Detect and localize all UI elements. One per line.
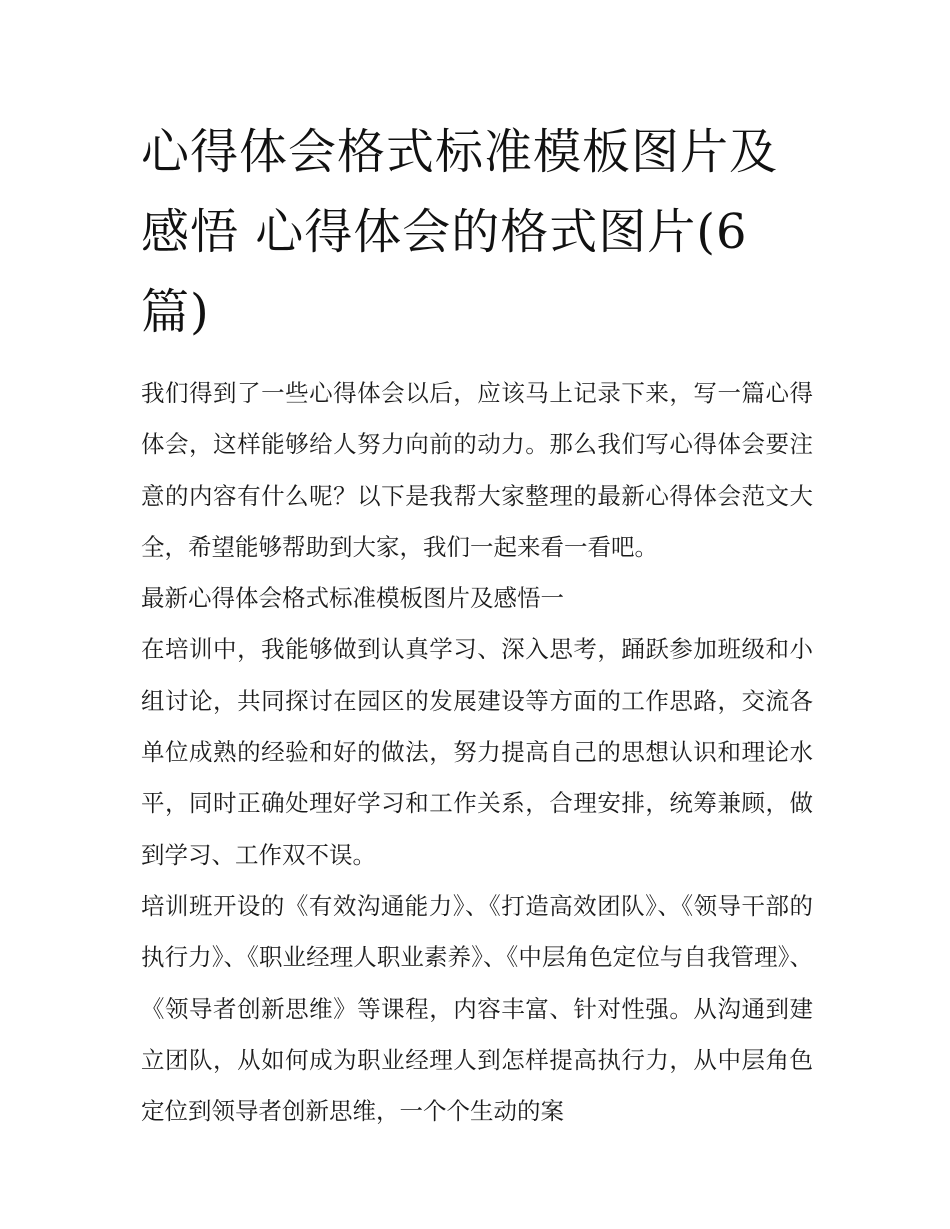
section-1-paragraph-2: 培训班开设的《有效沟通能力》、《打造高效团队》、《领导干部的执行力》、《职业经理人职业素养》、《中层角色定位与自我管理》、《领导者创新思维》等课程，内容丰富、针对性强。从沟通到建立团队，从如何成为职业经理人到怎样提高执行力，从中层角色定位到领导者创新思维，一个个生动的案: [141, 891, 813, 1126]
document-body: [141, 368, 813, 1137]
document-content: [141, 112, 813, 1137]
section-heading-1: 最新心得体会格式标准模板图片及感悟一: [141, 584, 564, 613]
section-1-paragraph-1: 在培训中，我能够做到认真学习、深入思考，踊跃参加班级和小组讨论，共同探讨在园区的发展建设等方面的工作思路，交流各单位成熟的经验和好的做法，努力提高自己的思想认识和理论水平，同时正确处理好学习和工作关系，合理安排，统筹兼顾，做到学习、工作双不误。: [141, 635, 813, 869]
intro-paragraph: 我们得到了一些心得体会以后，应该马上记录下来，写一篇心得体会，这样能够给人努力向前的动力。那么我们写心得体会要注意的内容有什么呢？以下是我帮大家整理的最新心得体会范文大全，希望能够帮助到大家，我们一起来看一看吧。: [141, 379, 813, 561]
document-title: 心得体会格式标准模板图片及感悟 心得体会的格式图片(6篇): [141, 124, 779, 340]
